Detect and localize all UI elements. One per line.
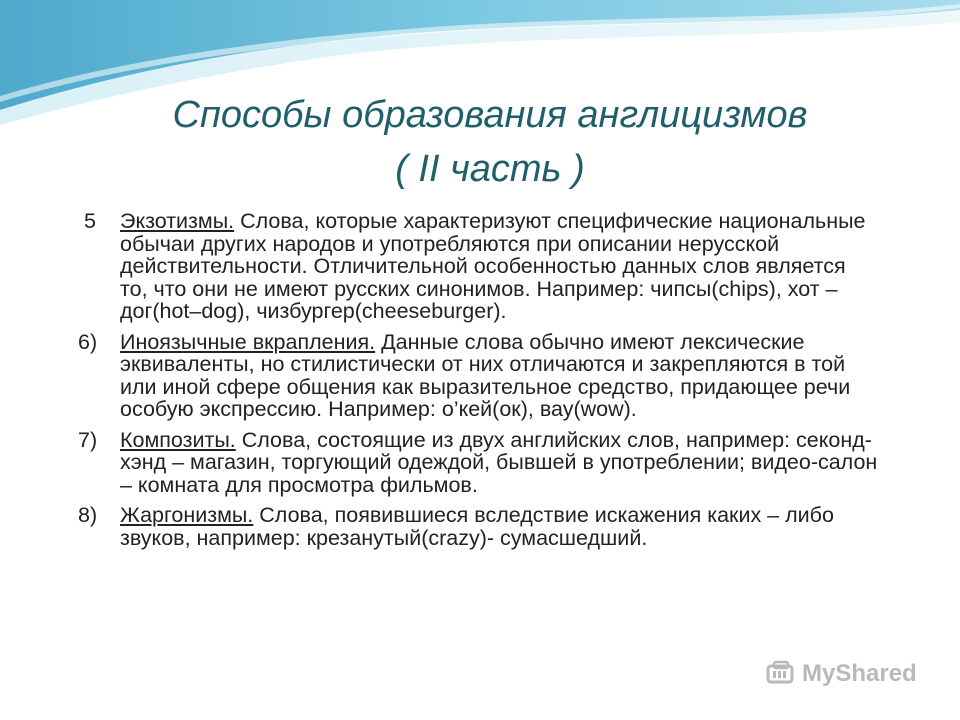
list-item bbox=[78, 210, 878, 323]
item-number: 6) bbox=[78, 329, 98, 354]
item-term: Жаргонизмы. bbox=[120, 503, 254, 527]
myshared-watermark bbox=[766, 654, 917, 694]
item-text: Слова, появившиеся вследствие искажения каких – либо звуков, например: крезанутый(crazy)- сумасшедший. bbox=[120, 503, 834, 550]
list-item bbox=[78, 429, 878, 497]
list-item bbox=[78, 331, 878, 421]
list-item bbox=[78, 504, 878, 549]
title-line-1: Способы образования англицизмов bbox=[172, 94, 808, 136]
item-text: Слова, которые характеризуют специфические национальные обычаи других народов и употребляются при описании нерусской действительности. Отличительной особенностью данных слов является то, что они не имеют русских синонимов. Например: чипсы(chips), хот – дог(hot–dog), чизбургер(cheeseburger). bbox=[120, 209, 866, 323]
item-term: Экзотизмы. bbox=[120, 209, 235, 233]
slide-title bbox=[0, 88, 960, 196]
item-number: 8) bbox=[78, 503, 98, 527]
item-number: 5 bbox=[84, 209, 96, 233]
myshared-logo-icon bbox=[766, 660, 796, 688]
slide-body bbox=[78, 210, 878, 557]
item-number: 7) bbox=[78, 427, 98, 452]
title-line-2: ( II часть ) bbox=[395, 148, 585, 190]
item-term: Композиты. bbox=[120, 427, 236, 452]
watermark-label: MyShared bbox=[802, 660, 917, 687]
item-text: Слова, состоящие из двух английских слов, например: секонд-хэнд – магазин, торгующий одеждой, бывшей в употреблении; видео-салон – комната для просмотра фильмов. bbox=[120, 427, 878, 497]
item-term: Иноязычные вкрапления. bbox=[120, 329, 376, 354]
item-text: Данные слова обычно имеют лексические эквиваленты, но стилистически от них отличаются и закрепляются в той или иной сфере общения как выразительное средство, придающее речи особую экспрессию. Например: о’кей(ок), вау(wow). bbox=[120, 329, 851, 421]
